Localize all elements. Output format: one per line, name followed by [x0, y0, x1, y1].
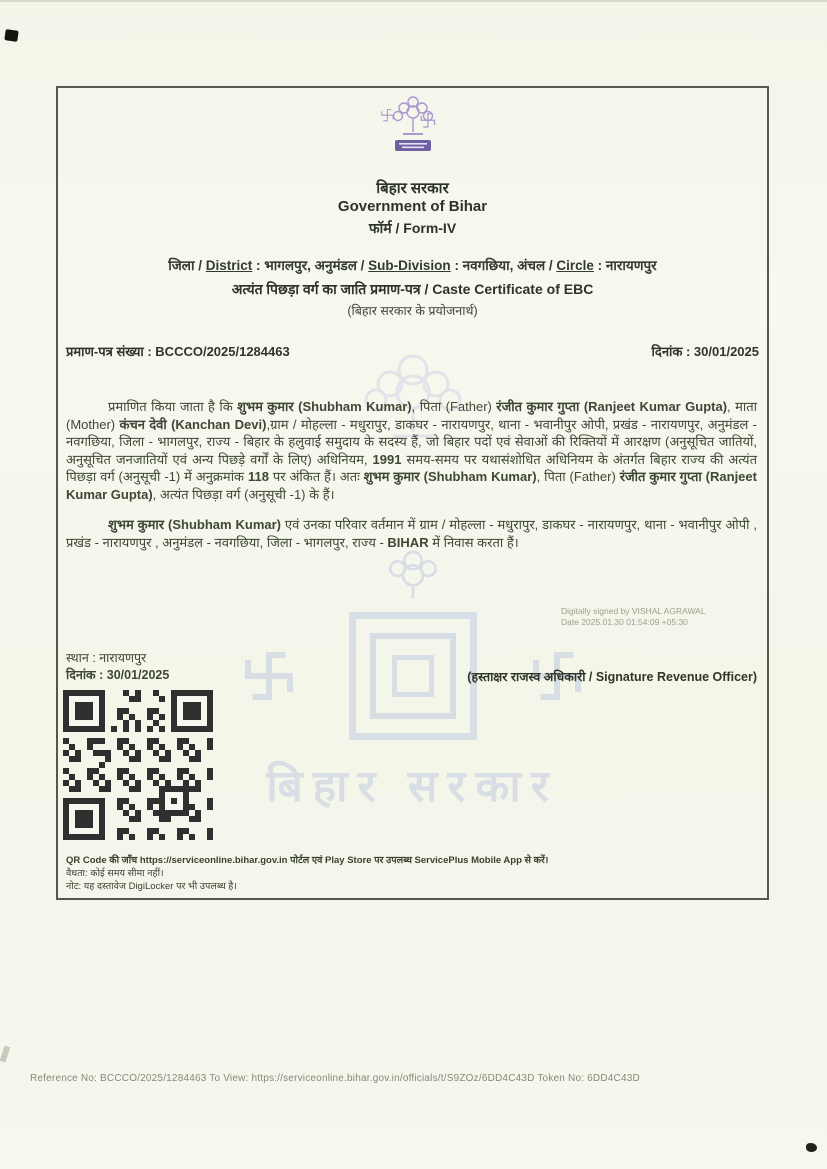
form-label: फॉर्म / Form-IV	[368, 220, 457, 236]
district-subdivision-circle-line: जिला / District : भागलपुर, अनुमंडल / Sub-Division : नवगछिया, अंचल / Circle : नारायणपुर	[168, 258, 657, 273]
body-paragraph: शुभम कुमार (Shubham Kumar) एवं उनका परिवार वर्तमान में ग्राम / मोहल्ला - मधुरापुर, डाकघर - नारायणपुर, थाना - भवानीपुर ओपी , प्रखंड - नारायणपुर , अनुमंडल - नवगछिया, जिला - भागलपुर, राज्य - BIHAR में निवास करता हैं।	[66, 517, 757, 550]
place-line: स्थान : नारायणपुर	[66, 651, 147, 665]
place-date-block	[66, 650, 169, 684]
certificate-frame	[56, 86, 769, 900]
watermark-text: बिहार सरकार	[266, 762, 559, 811]
qr-verification-note: QR Code की जाँच https://serviceonline.bihar.gov.in पोर्टल एवं Play Store पर उपलब्ध ServicePlus Mobile App से करें।	[66, 855, 549, 866]
certificate-subtitle: (बिहार सरकार के प्रयोजनार्थ)	[347, 304, 478, 318]
scan-artifact	[4, 29, 18, 42]
certificate-body	[66, 398, 757, 551]
digital-signature-line2: Date 2025.01.30 01:54:09 +05:30	[561, 616, 688, 627]
certificate-number-row	[66, 342, 759, 360]
validity-note: वैधता: कोई समय सीमा नहीं।	[66, 868, 164, 879]
reference-line: Reference No: BCCCO/2025/1284463 To View: https://serviceonline.bihar.gov.in/officials/t/S9ZOz/6DD4C43D Token No: 6DD4C43D	[30, 1073, 640, 1084]
footnotes	[66, 854, 548, 893]
issue-date: दिनांक : 30/01/2025	[651, 344, 759, 359]
org-name-hindi: बिहार सरकार	[376, 180, 449, 197]
digital-signature-line1: Digitally signed by VISHAL AGRAWAL	[561, 606, 706, 616]
certificate-title: अत्यंत पिछड़ा वर्ग का जाति प्रमाण-पत्र / Caste Certificate of EBC	[231, 281, 594, 297]
bihar-government-emblem	[58, 88, 767, 158]
date-line: दिनांक : 30/01/2025	[66, 668, 170, 682]
emblem-maze-square	[349, 612, 477, 740]
swastika-icon	[241, 648, 297, 704]
digital-signature-stamp	[561, 606, 743, 627]
org-name-english: Government of Bihar	[337, 198, 488, 215]
scan-artifact	[806, 1143, 817, 1152]
digilocker-note: नोट: यह दस्तावेज DigiLocker पर भी उपलब्ध है।	[66, 881, 237, 892]
scan-artifact	[0, 1045, 10, 1062]
body-paragraph: प्रमाणित किया जाता है कि शुभम कुमार (Shubham Kumar), पिता (Father) रंजीत कुमार गुप्ता (Ranjeet Kumar Gupta), माता (Mother) कंचन देवी (Kanchan Devi),ग्राम / मोहल्ला - मधुरापुर, डाकघर - नारायणपुर, थाना - भवानीपुर ओपी, प्रखंड - नारायणपुर, अनुमंडल - नवगछिया, जिला - भागलपुर, राज्य - बिहार के हलुवाई समुदाय के सदस्य हैं, जो बिहार पदों एवं सेवाओं की रिक्तियों में आरक्षण (अनुसूचित जातियों, अनुसूचित जनजातियों एवं अन्य पिछड़े वर्गों के लिए) अधिनियम, 1991 समय-समय पर यथासंशोधित अधिनियम के अंतर्गत बिहार राज्य की अत्यंत पिछड़ा वर्ग (अनुसूची -1) में अनुक्रमांक 118 पर अंकित हैं। अतः शुभम कुमार (Shubham Kumar), पिता (Father) रंजीत कुमार गुप्ता (Ranjeet Kumar Gupta), अत्यंत पिछड़ा वर्ग (अनुसूची -1) के हैं।	[66, 399, 757, 502]
bodhi-tree-icon	[358, 546, 468, 610]
qr-code	[63, 690, 213, 840]
certificate-number: प्रमाण-पत्र संख्या : BCCCO/2025/1284463	[66, 344, 290, 359]
signature-officer-label: (हस्ताक्षर राजस्व अधिकारी / Signature Revenue Officer)	[467, 670, 757, 684]
